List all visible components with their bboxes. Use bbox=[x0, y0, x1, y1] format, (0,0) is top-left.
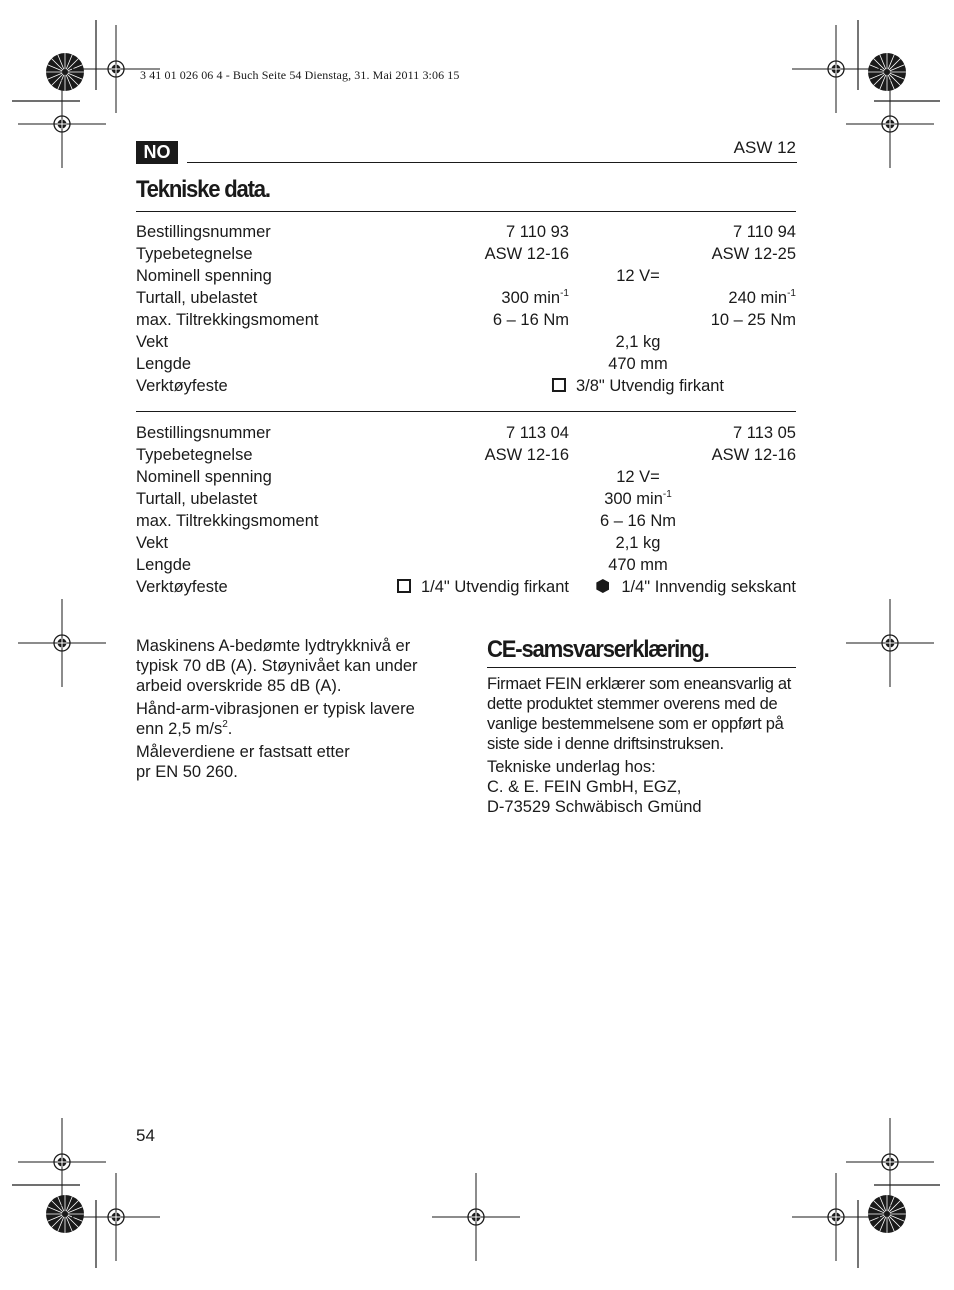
table-row: max. Tiltrekkingsmoment 6 – 16 Nm 10 – 25 Nm bbox=[136, 311, 796, 329]
page-number: 54 bbox=[136, 1126, 155, 1145]
spec-table-1 bbox=[136, 221, 796, 397]
print-slug-line: 3 41 01 026 06 4 - Buch Seite 54 Dienstag, 31. Mai 2011 3:06 15 bbox=[140, 68, 460, 82]
company-line: C. & E. FEIN GmbH, EGZ, bbox=[487, 778, 682, 796]
table-row: Bestillingsnummer 7 110 93 7 110 94 bbox=[136, 223, 796, 241]
spec-table-2 bbox=[136, 422, 796, 598]
table-row: Vekt 2,1 kg bbox=[136, 333, 661, 351]
tech-data-heading: Tekniske data. bbox=[136, 176, 270, 203]
address-line: D-73529 Schwäbisch Gmünd bbox=[487, 798, 702, 816]
table-row: Lengde 470 mm bbox=[136, 355, 668, 373]
language-badge: NO bbox=[136, 141, 178, 164]
table-row: max. Tiltrekkingsmoment 6 – 16 Nm bbox=[136, 512, 677, 530]
table-row: Bestillingsnummer 7 113 04 7 113 05 bbox=[136, 424, 796, 442]
square-drive-icon bbox=[397, 579, 411, 593]
tech-data-rule bbox=[136, 211, 796, 212]
ce-declaration-section bbox=[487, 674, 799, 817]
noise-paragraph: Maskinens A-bedømte lydtrykknivå er typisk 70 dB (A). Støynivået kan under arbeid overskride 85 dB (A). bbox=[136, 637, 418, 695]
table-row: Verktøyfeste 3/8" Utvendig firkant bbox=[136, 377, 725, 395]
noise-vibration-section bbox=[136, 636, 436, 782]
table-row: Vekt 2,1 kg bbox=[136, 534, 661, 552]
table-row: Turtall, ubelastet 300 $\min^{-1}$ 240 $\min^{-1}$ bbox=[136, 288, 796, 307]
technical-docs-line: Tekniske underlag hos: bbox=[487, 758, 656, 776]
measurement-paragraph: Måleverdiene er fastsatt etter pr EN 50 260. bbox=[136, 743, 350, 781]
table-row: Verktøyfeste 1/4" Utvendig firkant 1/4" Innvendig sekskant bbox=[136, 578, 796, 596]
ce-rule bbox=[487, 667, 796, 668]
table-row: Turtall, ubelastet 300 $\min^{-1}$ bbox=[136, 489, 672, 508]
table-row: Typebetegnelse ASW 12-16 ASW 12-25 bbox=[136, 245, 796, 263]
square-drive-icon bbox=[552, 378, 566, 392]
table-row: Lengde 470 mm bbox=[136, 556, 668, 574]
header-rule bbox=[187, 162, 797, 163]
table-row: Nominell spenning 12 V= bbox=[136, 468, 660, 486]
table-row: Typebetegnelse ASW 12-16 ASW 12-16 bbox=[136, 446, 796, 464]
ce-declaration-paragraph: Firmaet FEIN erklærer som eneansvarlig at dette produktet stemmer overens med de vanlige bestemmelsene som er oppført på siste side i denne driftsinstruksen. bbox=[487, 675, 792, 753]
table-divider-rule bbox=[136, 411, 796, 412]
ce-heading: CE-samsvarserklæring. bbox=[487, 636, 709, 663]
table-row: Nominell spenning 12 V= bbox=[136, 267, 660, 285]
vibration-paragraph: Hånd-arm-vibrasjonen er typisk lavere enn 2,5 $m/s^2$. bbox=[136, 700, 415, 738]
model-name: ASW 12 bbox=[733, 138, 796, 157]
hex-socket-icon bbox=[596, 579, 609, 593]
